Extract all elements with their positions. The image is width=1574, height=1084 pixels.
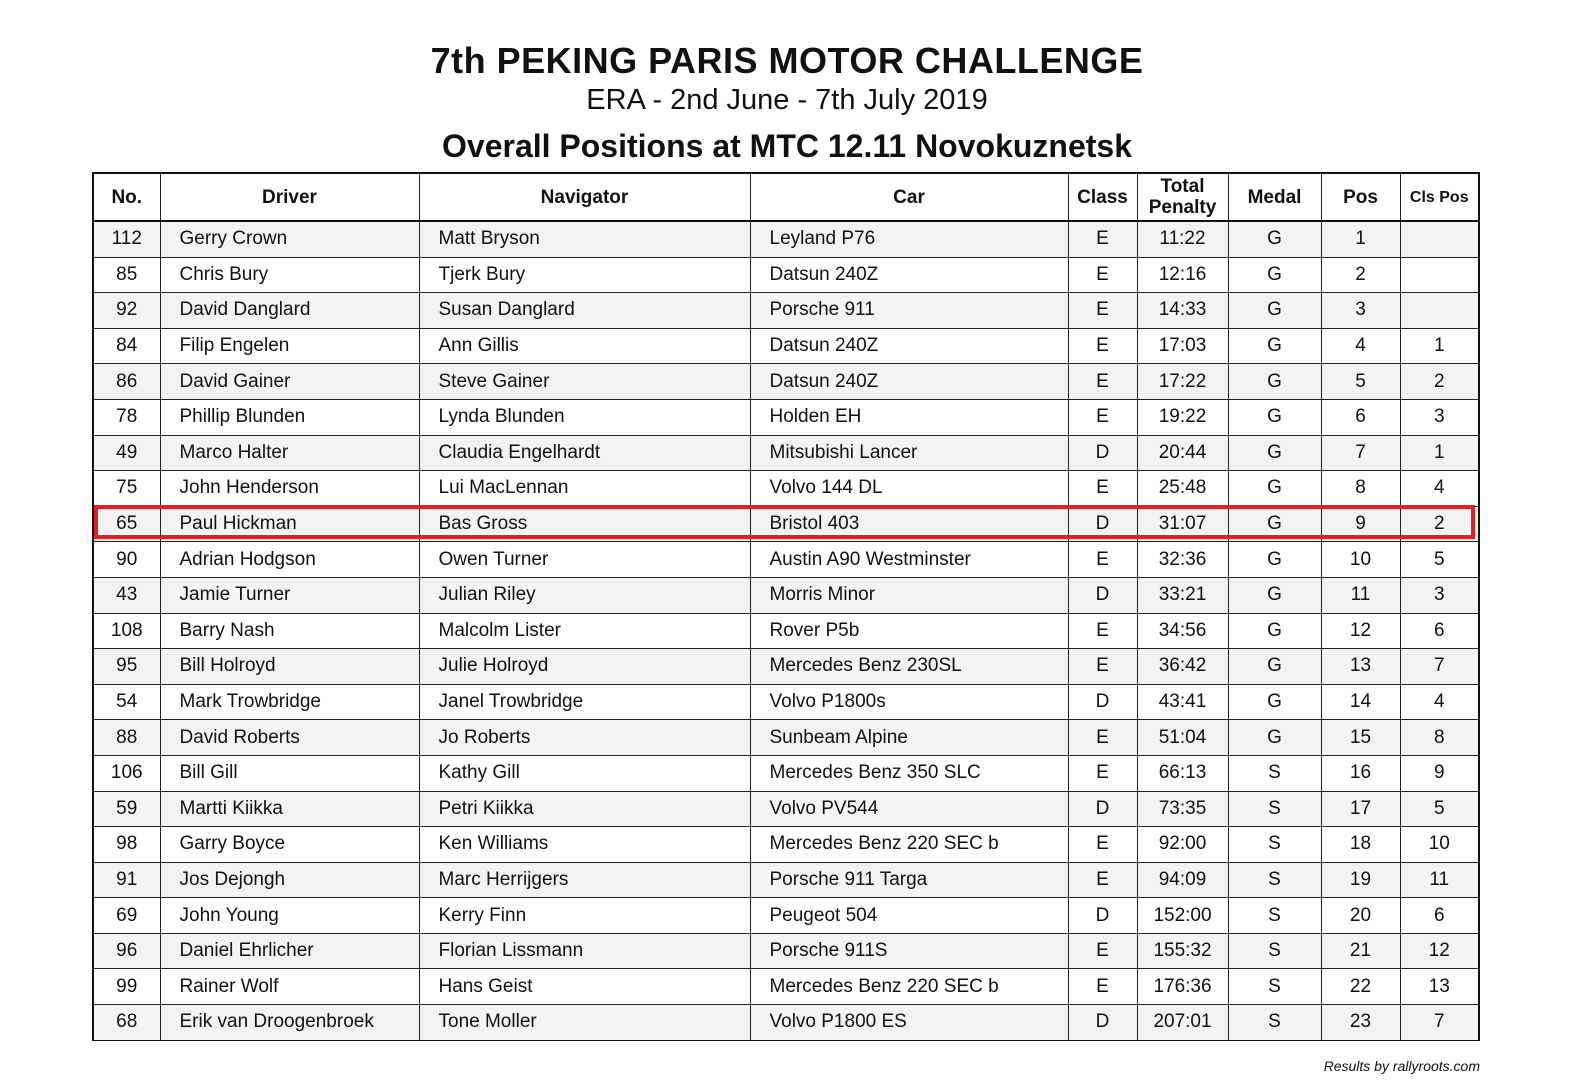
cell-navigator: Lynda Blunden: [419, 399, 750, 435]
table-row: [93, 435, 1479, 471]
cell-navigator: Petri Kiikka: [419, 791, 750, 827]
cell-navigator: Kerry Finn: [419, 898, 750, 934]
cell-medal: G: [1228, 364, 1321, 400]
cell-class: E: [1068, 257, 1137, 293]
cell-driver: Erik van Droogenbroek: [160, 1005, 419, 1041]
cell-pos: 6: [1321, 399, 1400, 435]
cell-total-penalty: 17:03: [1137, 328, 1228, 364]
cell-driver: John Henderson: [160, 471, 419, 507]
cell-navigator: Florian Lissmann: [419, 933, 750, 969]
cell-cls-pos: [1400, 257, 1479, 293]
cell-navigator: Steve Gainer: [419, 364, 750, 400]
cell-total-penalty: 92:00: [1137, 827, 1228, 863]
results-credit: Results by rallyroots.com: [1323, 1058, 1480, 1074]
cell-car: Datsun 240Z: [750, 257, 1068, 293]
cell-pos: 21: [1321, 933, 1400, 969]
cell-no: 75: [93, 471, 160, 507]
cell-car: Mercedes Benz 230SL: [750, 649, 1068, 685]
cell-class: E: [1068, 399, 1137, 435]
cell-car: Porsche 911: [750, 293, 1068, 329]
cell-pos: 16: [1321, 755, 1400, 791]
cell-cls-pos: 3: [1400, 399, 1479, 435]
cell-no: 54: [93, 684, 160, 720]
col-header-no: No.: [93, 173, 160, 221]
table-row: [93, 827, 1479, 863]
cell-no: 88: [93, 720, 160, 756]
cell-class: D: [1068, 435, 1137, 471]
cell-total-penalty: 25:48: [1137, 471, 1228, 507]
cell-cls-pos: 1: [1400, 435, 1479, 471]
cell-class: E: [1068, 542, 1137, 578]
cell-no: 86: [93, 364, 160, 400]
cell-driver: Martti Kiikka: [160, 791, 419, 827]
cell-class: E: [1068, 221, 1137, 257]
cell-car: Datsun 240Z: [750, 328, 1068, 364]
cell-navigator: Tjerk Bury: [419, 257, 750, 293]
cell-driver: David Roberts: [160, 720, 419, 756]
cell-total-penalty: 152:00: [1137, 898, 1228, 934]
cell-cls-pos: 11: [1400, 862, 1479, 898]
cell-driver: Jamie Turner: [160, 577, 419, 613]
cell-medal: S: [1228, 933, 1321, 969]
cell-navigator: Bas Gross: [419, 506, 750, 542]
cell-car: Sunbeam Alpine: [750, 720, 1068, 756]
cell-car: Peugeot 504: [750, 898, 1068, 934]
results-body: [93, 221, 1479, 1040]
cell-total-penalty: 207:01: [1137, 1005, 1228, 1041]
cell-driver: Rainer Wolf: [160, 969, 419, 1005]
cell-class: D: [1068, 1005, 1137, 1041]
cell-pos: 23: [1321, 1005, 1400, 1041]
cell-total-penalty: 33:21: [1137, 577, 1228, 613]
cell-class: E: [1068, 364, 1137, 400]
results-table: [92, 172, 1480, 1041]
col-header-total-penalty: [1137, 173, 1228, 221]
table-row: [93, 364, 1479, 400]
cell-medal: S: [1228, 969, 1321, 1005]
col-header-class: Class: [1068, 173, 1137, 221]
document-title: 7th PEKING PARIS MOTOR CHALLENGE: [430, 40, 1144, 81]
cell-cls-pos: [1400, 221, 1479, 257]
cell-car: Volvo 144 DL: [750, 471, 1068, 507]
cell-cls-pos: 6: [1400, 898, 1479, 934]
table-row: [93, 791, 1479, 827]
table-row: [93, 1005, 1479, 1041]
table-row: [93, 577, 1479, 613]
cell-no: 49: [93, 435, 160, 471]
cell-no: 91: [93, 862, 160, 898]
table-row: [93, 649, 1479, 685]
cell-navigator: Tone Moller: [419, 1005, 750, 1041]
cell-pos: 14: [1321, 684, 1400, 720]
table-row: [93, 898, 1479, 934]
cell-total-penalty: 31:07: [1137, 506, 1228, 542]
cell-pos: 22: [1321, 969, 1400, 1005]
cell-total-penalty: 19:22: [1137, 399, 1228, 435]
cell-driver: Phillip Blunden: [160, 399, 419, 435]
cell-driver: David Danglard: [160, 293, 419, 329]
cell-medal: G: [1228, 506, 1321, 542]
cell-medal: G: [1228, 649, 1321, 685]
cell-no: 43: [93, 577, 160, 613]
event-dates: ERA - 2nd June - 7th July 2019: [586, 84, 988, 116]
cell-class: E: [1068, 720, 1137, 756]
cell-class: E: [1068, 328, 1137, 364]
cell-class: D: [1068, 791, 1137, 827]
cell-navigator: Ken Williams: [419, 827, 750, 863]
col-header-medal: Medal: [1228, 173, 1321, 221]
table-row: [93, 613, 1479, 649]
cell-no: 92: [93, 293, 160, 329]
cell-navigator: Kathy Gill: [419, 755, 750, 791]
cell-pos: 7: [1321, 435, 1400, 471]
cell-class: E: [1068, 969, 1137, 1005]
cell-cls-pos: 13: [1400, 969, 1479, 1005]
table-row: [93, 506, 1479, 542]
table-row: [93, 221, 1479, 257]
table-row: [93, 293, 1479, 329]
cell-cls-pos: 2: [1400, 506, 1479, 542]
col-header-cls-pos: Cls Pos: [1400, 173, 1479, 221]
cell-pos: 18: [1321, 827, 1400, 863]
cell-navigator: Owen Turner: [419, 542, 750, 578]
table-row: [93, 257, 1479, 293]
cell-medal: G: [1228, 221, 1321, 257]
cell-driver: Jos Dejongh: [160, 862, 419, 898]
cell-car: Porsche 911S: [750, 933, 1068, 969]
cell-total-penalty: 12:16: [1137, 257, 1228, 293]
cell-pos: 20: [1321, 898, 1400, 934]
cell-pos: 2: [1321, 257, 1400, 293]
cell-car: Mitsubishi Lancer: [750, 435, 1068, 471]
col-header-total-penalty-label: Total Penalty: [1148, 176, 1217, 218]
cell-navigator: Marc Herrijgers: [419, 862, 750, 898]
cell-car: Rover P5b: [750, 613, 1068, 649]
cell-no: 96: [93, 933, 160, 969]
cell-no: 65: [93, 506, 160, 542]
table-row: [93, 399, 1479, 435]
cell-navigator: Ann Gillis: [419, 328, 750, 364]
cell-pos: 3: [1321, 293, 1400, 329]
cell-medal: S: [1228, 1005, 1321, 1041]
cell-cls-pos: 3: [1400, 577, 1479, 613]
cell-navigator: Susan Danglard: [419, 293, 750, 329]
cell-class: E: [1068, 471, 1137, 507]
table-row: [93, 933, 1479, 969]
cell-medal: G: [1228, 328, 1321, 364]
cell-total-penalty: 32:36: [1137, 542, 1228, 578]
cell-no: 85: [93, 257, 160, 293]
cell-pos: 15: [1321, 720, 1400, 756]
cell-cls-pos: 9: [1400, 755, 1479, 791]
cell-car: Porsche 911 Targa: [750, 862, 1068, 898]
cell-medal: G: [1228, 684, 1321, 720]
cell-medal: S: [1228, 791, 1321, 827]
table-row: [93, 755, 1479, 791]
cell-navigator: Hans Geist: [419, 969, 750, 1005]
cell-driver: Chris Bury: [160, 257, 419, 293]
cell-no: 112: [93, 221, 160, 257]
cell-no: 99: [93, 969, 160, 1005]
cell-total-penalty: 155:32: [1137, 933, 1228, 969]
cell-total-penalty: 66:13: [1137, 755, 1228, 791]
cell-car: Mercedes Benz 350 SLC: [750, 755, 1068, 791]
cell-cls-pos: 7: [1400, 649, 1479, 685]
cell-cls-pos: 5: [1400, 542, 1479, 578]
cell-driver: Mark Trowbridge: [160, 684, 419, 720]
col-header-pos: Pos: [1321, 173, 1400, 221]
cell-navigator: Claudia Engelhardt: [419, 435, 750, 471]
cell-medal: G: [1228, 293, 1321, 329]
cell-medal: G: [1228, 471, 1321, 507]
cell-navigator: Julie Holroyd: [419, 649, 750, 685]
cell-pos: 8: [1321, 471, 1400, 507]
cell-no: 78: [93, 399, 160, 435]
cell-class: D: [1068, 577, 1137, 613]
cell-driver: Barry Nash: [160, 613, 419, 649]
cell-no: 69: [93, 898, 160, 934]
table-row: [93, 542, 1479, 578]
cell-cls-pos: 1: [1400, 328, 1479, 364]
cell-pos: 1: [1321, 221, 1400, 257]
cell-total-penalty: 51:04: [1137, 720, 1228, 756]
cell-class: E: [1068, 649, 1137, 685]
cell-total-penalty: 11:22: [1137, 221, 1228, 257]
cell-class: D: [1068, 506, 1137, 542]
cell-total-penalty: 34:56: [1137, 613, 1228, 649]
cell-driver: Bill Holroyd: [160, 649, 419, 685]
cell-total-penalty: 73:35: [1137, 791, 1228, 827]
cell-car: Volvo P1800 ES: [750, 1005, 1068, 1041]
cell-no: 90: [93, 542, 160, 578]
results-heading: Overall Positions at MTC 12.11 Novokuznetsk: [442, 128, 1132, 164]
cell-pos: 4: [1321, 328, 1400, 364]
cell-medal: G: [1228, 435, 1321, 471]
cell-car: Leyland P76: [750, 221, 1068, 257]
cell-navigator: Lui MacLennan: [419, 471, 750, 507]
cell-cls-pos: 7: [1400, 1005, 1479, 1041]
cell-class: E: [1068, 933, 1137, 969]
cell-driver: Gerry Crown: [160, 221, 419, 257]
cell-driver: Marco Halter: [160, 435, 419, 471]
cell-car: Bristol 403: [750, 506, 1068, 542]
cell-pos: 12: [1321, 613, 1400, 649]
cell-medal: G: [1228, 613, 1321, 649]
cell-driver: Garry Boyce: [160, 827, 419, 863]
cell-car: Morris Minor: [750, 577, 1068, 613]
cell-driver: Bill Gill: [160, 755, 419, 791]
cell-car: Mercedes Benz 220 SEC b: [750, 827, 1068, 863]
cell-cls-pos: 4: [1400, 471, 1479, 507]
cell-navigator: Jo Roberts: [419, 720, 750, 756]
cell-navigator: Janel Trowbridge: [419, 684, 750, 720]
cell-car: Volvo PV544: [750, 791, 1068, 827]
cell-driver: John Young: [160, 898, 419, 934]
cell-pos: 5: [1321, 364, 1400, 400]
cell-cls-pos: 6: [1400, 613, 1479, 649]
cell-pos: 17: [1321, 791, 1400, 827]
cell-no: 59: [93, 791, 160, 827]
cell-class: E: [1068, 862, 1137, 898]
cell-car: Datsun 240Z: [750, 364, 1068, 400]
cell-medal: S: [1228, 827, 1321, 863]
cell-navigator: Matt Bryson: [419, 221, 750, 257]
cell-car: Austin A90 Westminster: [750, 542, 1068, 578]
cell-cls-pos: [1400, 293, 1479, 329]
col-header-navigator: Navigator: [419, 173, 750, 221]
cell-navigator: Malcolm Lister: [419, 613, 750, 649]
table-row: [93, 471, 1479, 507]
table-row: [93, 969, 1479, 1005]
cell-class: E: [1068, 613, 1137, 649]
cell-pos: 11: [1321, 577, 1400, 613]
table-row: [93, 328, 1479, 364]
cell-car: Volvo P1800s: [750, 684, 1068, 720]
cell-no: 98: [93, 827, 160, 863]
cell-driver: Daniel Ehrlicher: [160, 933, 419, 969]
cell-no: 84: [93, 328, 160, 364]
cell-medal: S: [1228, 862, 1321, 898]
table-row: [93, 862, 1479, 898]
cell-class: E: [1068, 293, 1137, 329]
cell-class: E: [1068, 827, 1137, 863]
cell-total-penalty: 94:09: [1137, 862, 1228, 898]
cell-class: E: [1068, 755, 1137, 791]
cell-driver: Filip Engelen: [160, 328, 419, 364]
cell-medal: G: [1228, 577, 1321, 613]
cell-pos: 13: [1321, 649, 1400, 685]
cell-total-penalty: 176:36: [1137, 969, 1228, 1005]
cell-cls-pos: 4: [1400, 684, 1479, 720]
cell-medal: G: [1228, 399, 1321, 435]
cell-cls-pos: 2: [1400, 364, 1479, 400]
cell-car: Mercedes Benz 220 SEC b: [750, 969, 1068, 1005]
cell-no: 95: [93, 649, 160, 685]
cell-class: D: [1068, 684, 1137, 720]
cell-total-penalty: 14:33: [1137, 293, 1228, 329]
cell-cls-pos: 8: [1400, 720, 1479, 756]
cell-driver: David Gainer: [160, 364, 419, 400]
cell-class: D: [1068, 898, 1137, 934]
table-row: [93, 684, 1479, 720]
cell-medal: G: [1228, 542, 1321, 578]
cell-pos: 10: [1321, 542, 1400, 578]
col-header-car: Car: [750, 173, 1068, 221]
cell-driver: Paul Hickman: [160, 506, 419, 542]
cell-car: Holden EH: [750, 399, 1068, 435]
table-row: [93, 720, 1479, 756]
cell-cls-pos: 10: [1400, 827, 1479, 863]
cell-no: 108: [93, 613, 160, 649]
cell-total-penalty: 20:44: [1137, 435, 1228, 471]
cell-total-penalty: 43:41: [1137, 684, 1228, 720]
cell-medal: S: [1228, 755, 1321, 791]
cell-driver: Adrian Hodgson: [160, 542, 419, 578]
cell-no: 106: [93, 755, 160, 791]
cell-medal: G: [1228, 257, 1321, 293]
header-row: [93, 173, 1479, 221]
cell-cls-pos: 12: [1400, 933, 1479, 969]
cell-medal: S: [1228, 898, 1321, 934]
cell-pos: 19: [1321, 862, 1400, 898]
col-header-driver: Driver: [160, 173, 419, 221]
cell-total-penalty: 36:42: [1137, 649, 1228, 685]
cell-no: 68: [93, 1005, 160, 1041]
cell-pos: 9: [1321, 506, 1400, 542]
cell-navigator: Julian Riley: [419, 577, 750, 613]
cell-cls-pos: 5: [1400, 791, 1479, 827]
cell-medal: G: [1228, 720, 1321, 756]
cell-total-penalty: 17:22: [1137, 364, 1228, 400]
